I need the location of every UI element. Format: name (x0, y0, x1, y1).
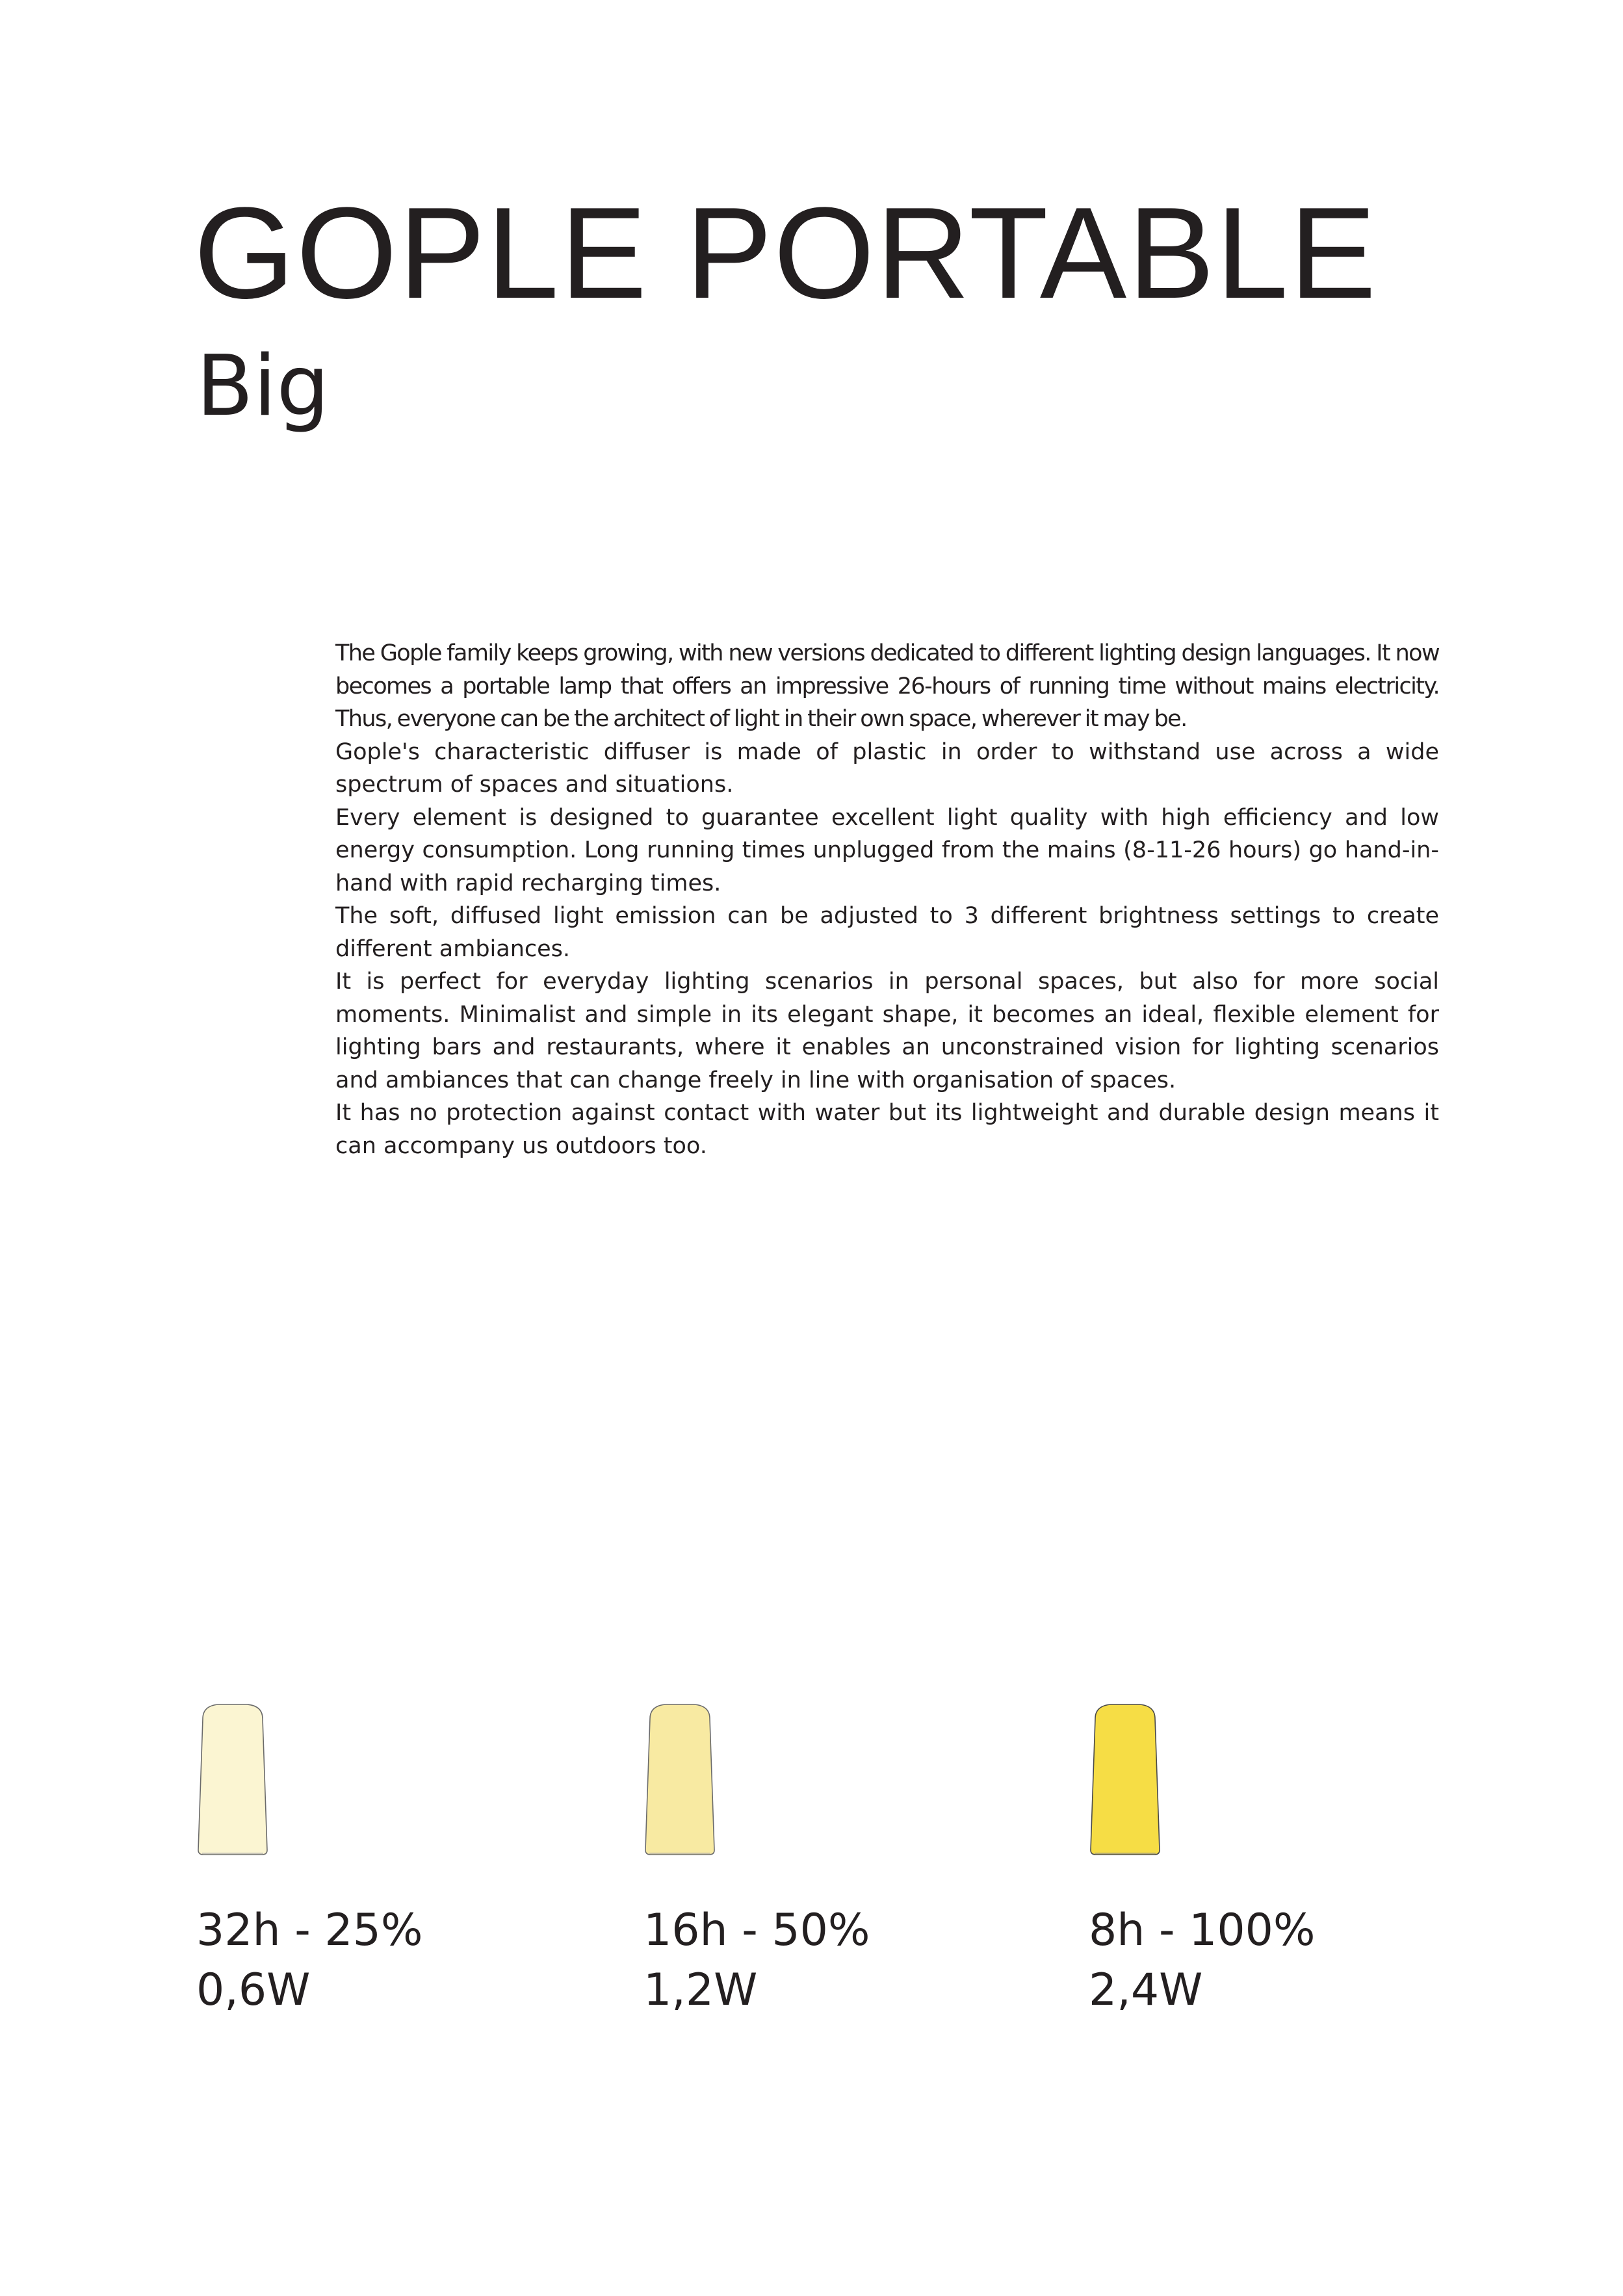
lamp-runtime-label: 32h - 25% (196, 1905, 423, 1956)
description-paragraph: The Gople family keeps growing, with new versions dedicated to different lighting design languages. It now becomes a portable lamp that offers an impressive 26-hours of running time without mains electricity. Thus, everyone can be the architect of light in their own space, wherever it may be. (335, 640, 1439, 732)
lamp-runtime-label: 16h - 50% (643, 1905, 870, 1956)
lamp-diffuser-icon (1089, 1703, 1162, 1857)
description-paragraph: The soft, diffused light emission can be adjusted to 3 different brightness settings to create different ambiances. (335, 903, 1439, 962)
lamp-power-label: 0,6W (196, 1964, 311, 2016)
lamp-diffuser-icon (643, 1703, 716, 1857)
lamp-diffuser-icon (196, 1703, 269, 1857)
lamp-option-high (1089, 1703, 1479, 2020)
lamp-power-label: 2,4W (1089, 1964, 1203, 2016)
description-paragraph: It has no protection against contact with water but its lightweight and durable design means it can accompany us outdoors too. (335, 1100, 1439, 1159)
page-subtitle: Big (196, 338, 330, 435)
lamp-power-label: 1,2W (643, 1964, 758, 2016)
page-title: GOPLE PORTABLE (194, 181, 1378, 326)
lamp-runtime-label: 8h - 100% (1089, 1905, 1316, 1956)
description-paragraph: Gople's characteristic diffuser is made of plastic in order to withstand use across a wide spectrum of spaces and situations. (335, 738, 1439, 798)
description-paragraph: Every element is designed to guarantee excellent light quality with high efficiency and low energy consumption. Long running times unplugged from the mains (8-11-26 hours) go hand-in-hand with rapid recharging times. (335, 804, 1439, 896)
lamp-option-low (196, 1703, 586, 2020)
product-description (335, 637, 1439, 1162)
lamp-option-medium (643, 1703, 1033, 2020)
description-paragraph: It is perfect for everyday lighting scenarios in personal spaces, but also for more social moments. Minimalist and simple in its elegant shape, it becomes an ideal, flexible element for lighting bars and restaurants, where it enables an unconstrained vision for lighting scenarios and ambiances that can change freely in line with organisation of spaces. (335, 969, 1439, 1093)
